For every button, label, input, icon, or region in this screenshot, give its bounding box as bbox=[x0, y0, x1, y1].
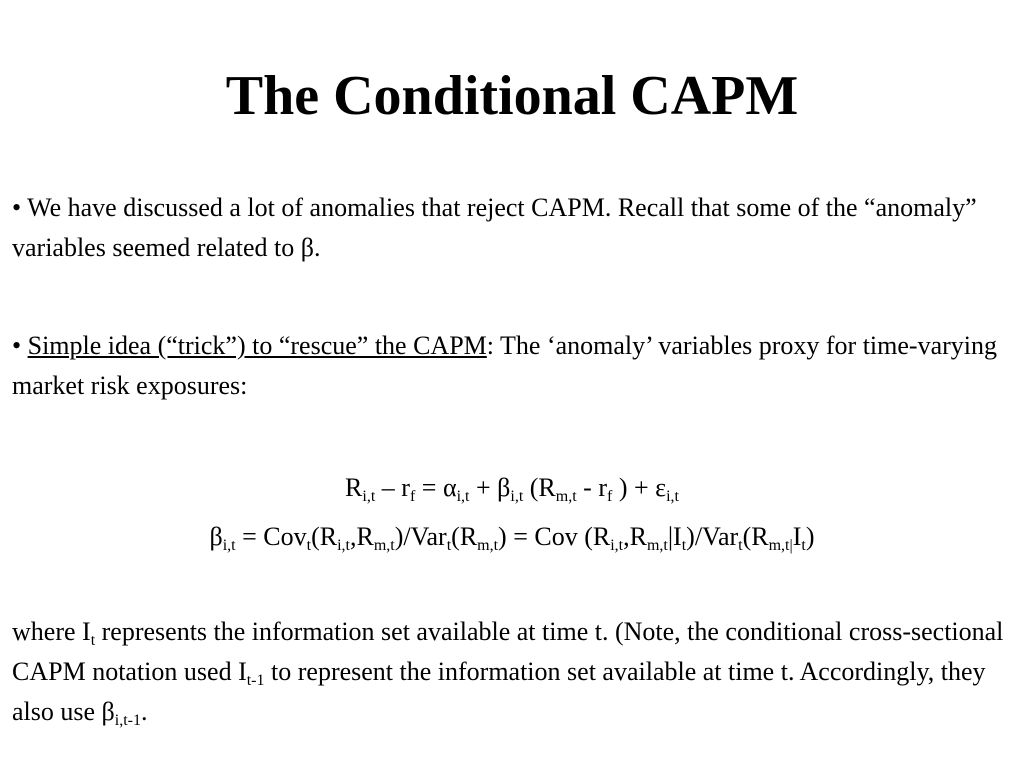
equation-excess-return: $R_{i,t} - r_f = \alpha_{i,t} + \beta_{i,t}$ ($R_{m,t} - r_f$ ) + $\varepsilon_{i,t}$ bbox=[345, 473, 679, 505]
note-paragraph: where $I_t$ represents the information set available at time t. (Note, the conditional cross-sectional CAPM notation used $I_{t-1}$ to represent the information set available at time t. Accordingly, they also use $\beta_{i,t-1}$. bbox=[12, 617, 1004, 729]
slide-title: The Conditional CAPM bbox=[225, 65, 799, 127]
underlined-phrase: Simple idea (“trick”) to “rescue” the CAPM bbox=[27, 331, 487, 360]
bullet-anomalies bbox=[12, 188, 1012, 268]
equation-conditional-beta: $\beta_{i,t} = Cov_t(R_{i,t},R_{m,t})/Var_t(R_{m,t})$ = Cov $(R_{i,t},R_{m,t}|I_t)/Var_t(R_{m,t|}I_t)$ bbox=[209, 522, 815, 554]
bullet-marker: • bbox=[12, 331, 22, 360]
bullet-simple-idea bbox=[12, 326, 1012, 406]
bullet-marker: • bbox=[12, 193, 22, 222]
bullet-text: : The ‘anomaly’ variables proxy for time-varying market risk exposures: bbox=[12, 331, 997, 400]
bullet-text: We have discussed a lot of anomalies that reject CAPM. Recall that some of the “anomaly” variables seemed related to β. bbox=[12, 193, 977, 262]
